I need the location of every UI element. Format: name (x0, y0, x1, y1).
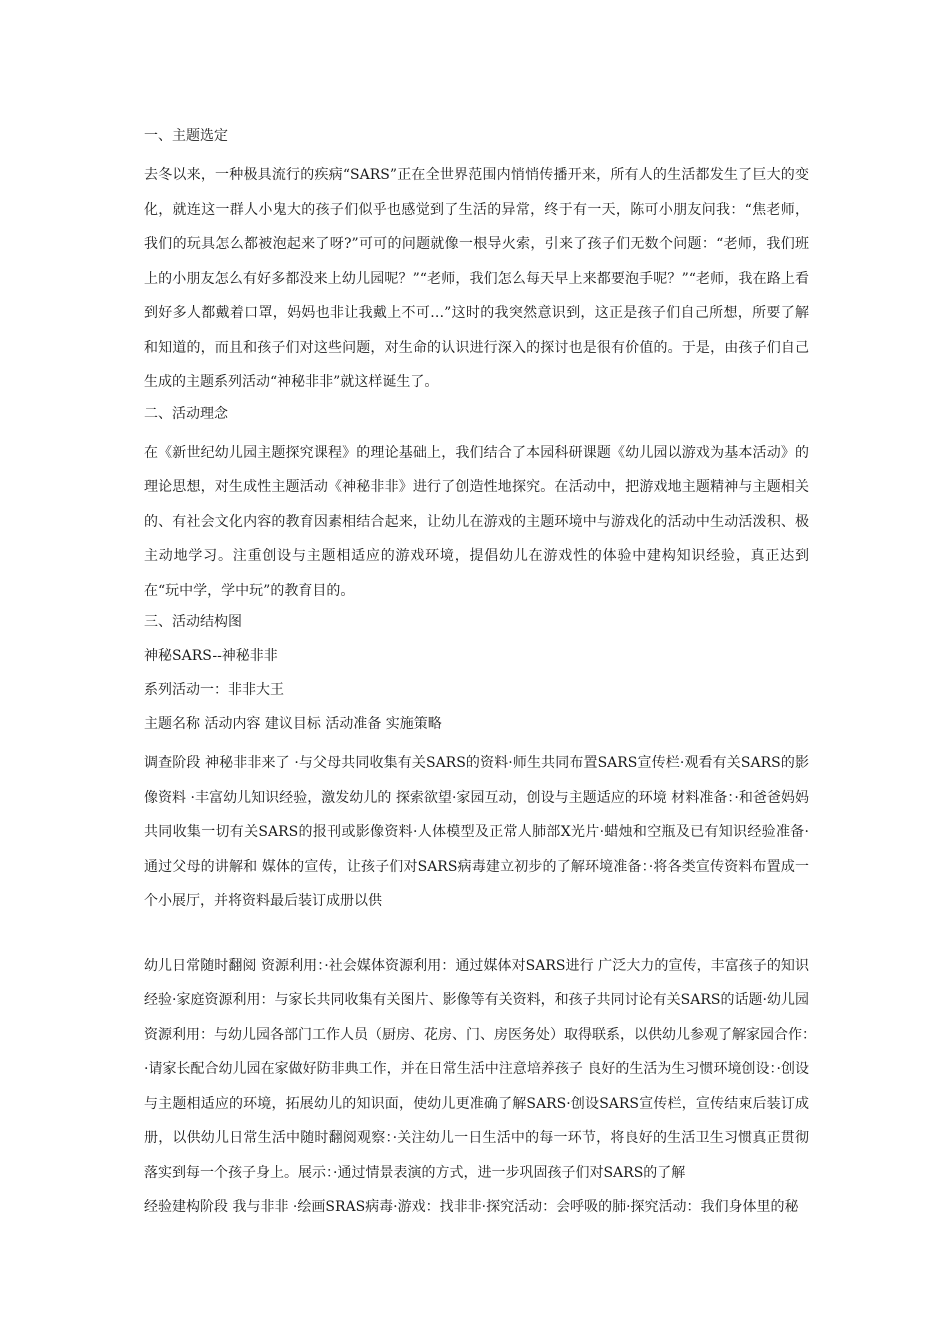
paragraph-concept: 在《新世纪幼儿园主题探究课程》的理论基础上，我们结合了本园科研课题《幼儿园以游戏为基本活动》的理论思想，对生成性主题活动《神秘非非》进行了创造性地探究。在活动中，把游戏地主题精神与主题相关的、有社会文化内容的教育因素相结合起来，让幼儿在游戏的主题环境中与游戏化的活动中生动活泼积、极主动地学习。注重创设与主题相适应的游戏环境，提倡幼儿在游戏性的体验中建构知识经验，真正达到在“玩中学，学中玩”的教育目的。 (144, 444, 809, 599)
paragraph-topic: 去冬以来，一种极具流行的疾病“SARS”正在全世界范围内悄悄传播开来，所有人的生活都发生了巨大的变化，就连这一群人小鬼大的孩子们似乎也感觉到了生活的异常，终于有一天，陈可小朋友问我：“焦老师，我们的玩具怎么都被泡起来了呀?”可可的问题就像一根导火索，引来了孩子们无数个问题：“老师，我们班上的小朋友怎么有好多都没来上幼儿园呢？”“老师，我们怎么每天早上来都要泡手呢？”“老师，我在路上看到好多人都戴着口罩，妈妈也非让我戴上不可…”这时的我突然意识到，这正是孩子们自己所想，所要了解和知道的，而且和孩子们对这些问题，对生命的认识进行深入的探讨也是很有价值的。于是，由孩子们自己生成的主题系列活动“神秘非非”就这样诞生了。 (144, 167, 809, 390)
experience-stage: 经验建构阶段 我与非非 ·绘画SRAS病毒·游戏：找非非·探究活动：会呼吸的肺·探究活动：我们身体里的秘 (144, 1199, 799, 1215)
spacer (144, 919, 809, 949)
document-body (144, 124, 809, 1225)
resource-usage: 幼儿日常随时翻阅 资源利用：·社会媒体资源利用：通过媒体对SARS进行 广泛大力的宣传，丰富孩子的知识经验·家庭资源利用：与家长共同收集有关图片、影像等有关资料，和孩子共同讨论有关SARS的话题·幼儿园资源利用：与幼儿园各部门工作人员（厨房、花房、门、房医务处）取得联系，以供幼儿参观了解家园合作：·请家长配合幼儿园在家做好防非典工作，并在日常生活中注意培养孩子 良好的生活为生习惯环境创设：·创设与主题相适应的环境，拓展幼儿的知识面，使幼儿更准确了解SARS·创设SARS宣传栏，宣传结束后装订成册，以供幼儿日常生活中随时翻阅观察：·关注幼儿一日生活中的每一环节，将良好的生活卫生习惯真正贯彻落实到每一个孩子身上。展示：·通过情景表演的方式，进一步巩固孩子们对SARS的了解 (144, 957, 809, 1181)
section-heading-structure: 三、活动结构图 (144, 614, 242, 630)
investigation-stage: 调查阶段 神秘非非来了 ·与父母共同收集有关SARS的资料·师生共同布置SARS宣传栏·观看有关SARS的影像资料 ·丰富幼儿知识经验，激发幼儿的 探索欲望·家园互动，创设与主题适应的环境 材料准备：·和爸爸妈妈共同收集一切有关SARS的报刊或影像资料·人体模型及正常人肺部X光片·蜡烛和空瓶及已有知识经验准备·通过父母的讲解和 媒体的宣传，让孩子们对SARS病毒建立初步的了解环境准备：·将各类宣传资料布置成一个小展厅，并将资料最后装订成册以供 (144, 755, 809, 909)
table-header-row: 主题名称 活动内容 建议目标 活动准备 实施策略 (144, 716, 442, 732)
section-heading-topic: 一、主题选定 (144, 128, 228, 144)
section-heading-concept: 二、活动理念 (144, 405, 228, 422)
structure-title: 神秘SARS--神秘非非 (144, 648, 278, 664)
series-title: 系列活动一：非非大王 (144, 682, 284, 698)
